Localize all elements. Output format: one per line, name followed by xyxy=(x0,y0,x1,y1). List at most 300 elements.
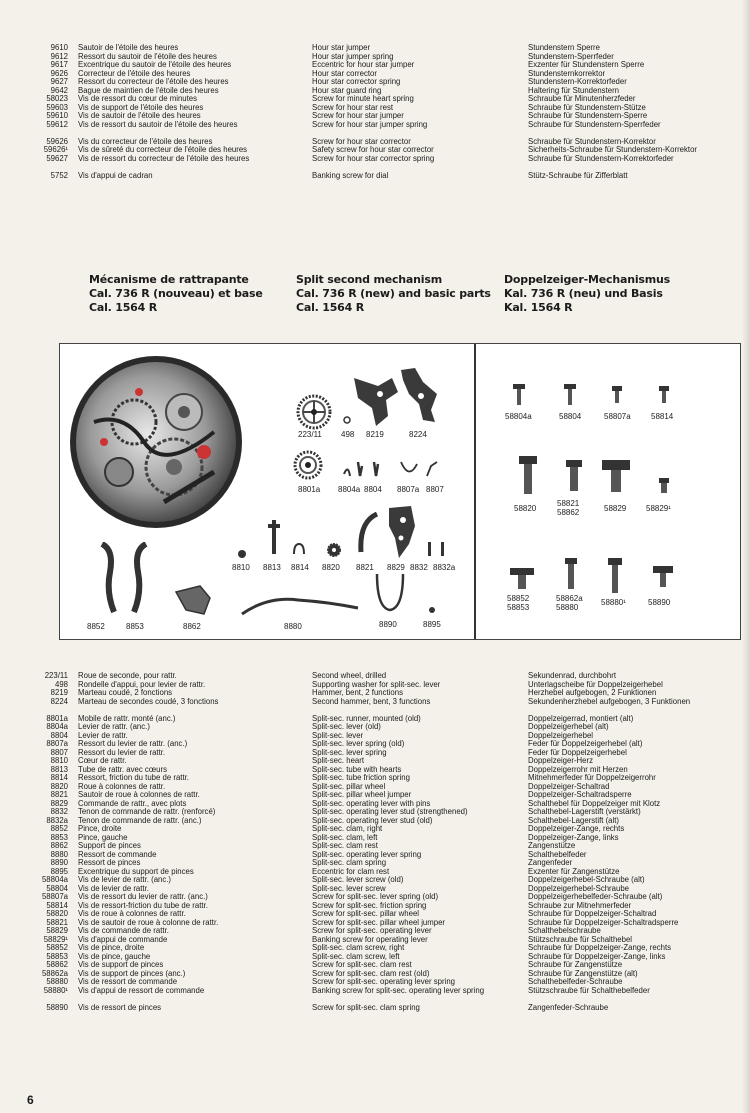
part-name-german: Sekundenrad, durchbohrt xyxy=(528,671,616,680)
label-58880-1: 58880¹ xyxy=(601,598,626,607)
bottom-french-column xyxy=(28,672,298,1012)
part-name-german: Stundenstern-Korrektorfeder xyxy=(528,77,627,86)
table-row xyxy=(28,749,298,758)
part-name-german: Schraube für Zangenstütze (alt) xyxy=(528,968,638,978)
table-row xyxy=(28,987,298,996)
label-8829: 8829 xyxy=(387,563,405,572)
part-name-french: Sautoir de roue à colonnes de rattr. xyxy=(78,790,200,799)
part-name-french: Vis de levier de rattr. xyxy=(78,883,149,893)
part-name-german: Schraube für Minutenherzfeder xyxy=(528,94,636,103)
part-name-english: Hour star corrector spring xyxy=(312,77,401,86)
part-code: 8880 xyxy=(50,849,68,859)
part-name-french: Vis de ressort-friction du tube de rattr. xyxy=(78,900,208,910)
table-row xyxy=(28,155,298,164)
part-name-french: Vis de sûreté du correcteur de l'étoile des heures xyxy=(78,145,248,154)
part-code: 8852 xyxy=(50,824,68,833)
part-name-german: Doppelzeiger-Zange, rechts xyxy=(528,824,625,833)
part-code: 59603 xyxy=(46,102,68,112)
part-name-german: Feder für Doppelzeigerhebel xyxy=(528,747,627,757)
part-name-english: Screw for split-sec. clam spring xyxy=(312,1002,420,1012)
lever-studs-8832 xyxy=(426,542,448,556)
part-code: 8810 xyxy=(50,756,68,765)
part-name-english: Eccentric for clam rest xyxy=(312,866,390,876)
label-58829: 58829 xyxy=(604,504,627,513)
part-name-french: Vis de ressort du levier de rattr. (anc.) xyxy=(78,892,208,901)
part-name-german: Doppelzeigerrohr mit Herzen xyxy=(528,764,628,774)
part-name-french: Support de pinces xyxy=(78,841,141,850)
part-name-german: Doppelzeigerhebel-Schraube (alt) xyxy=(528,875,645,884)
part-name-german: Schraube für Doppelzeiger-Schaltradsperre xyxy=(528,917,679,927)
label-8821: 8821 xyxy=(356,563,374,572)
part-name-french: Correcteur de l'étoile des heures xyxy=(78,68,191,78)
part-code: 58890 xyxy=(46,1002,68,1012)
part-code: 9612 xyxy=(50,51,68,61)
heading-german-line-2: Kal. 736 R (neu) und Basis xyxy=(504,287,663,300)
heart-8810 xyxy=(237,549,247,559)
part-name-german: Unterlagscheibe für Doppelzeigerhebel xyxy=(528,679,663,689)
part-code: 8804 xyxy=(50,730,68,740)
part-name-german: Zangenfeder-Schraube xyxy=(528,1002,609,1012)
part-code: 8801a xyxy=(46,713,68,723)
screw-58829 xyxy=(602,460,630,494)
part-name-german: Stundensternkorrektor xyxy=(528,68,606,78)
part-name-french: Vis de sautoir de l'étoile des heures xyxy=(78,111,201,120)
part-name-german: Schraube für Doppelzeiger-Schaltrad xyxy=(528,909,657,918)
part-name-french: Ressort du levier de rattr. (anc.) xyxy=(78,739,188,748)
part-name-french: Rondelle d'appui, pour levier de rattr. xyxy=(78,679,206,689)
part-name-german: Schraube für Stundenstern-Korrektor xyxy=(528,136,656,146)
part-name-german: Zangenfeder xyxy=(528,858,573,867)
label-58890: 58890 xyxy=(648,598,671,607)
part-name-german: Doppelzeiger-Schaltrad xyxy=(528,781,610,791)
operating-lever-8829 xyxy=(385,504,419,560)
part-name-german: Exzenter für Zangenstütze xyxy=(528,866,620,876)
part-name-french: Vis de ressort du correcteur de l'étoile des heures xyxy=(78,153,250,163)
screw-58807a xyxy=(611,386,623,404)
part-name-english: Split-sec. clam, right xyxy=(312,824,383,833)
part-code: 58852 xyxy=(46,943,68,952)
screw-58820 xyxy=(518,456,538,496)
part-name-german: Herzhebel aufgebogen, 2 Funktionen xyxy=(528,688,657,697)
part-code: 8829 xyxy=(50,798,68,808)
screw-58852 xyxy=(510,568,534,590)
part-name-german: Haltering für Stundenstern xyxy=(528,85,620,95)
table-row xyxy=(28,936,298,945)
part-code: 8813 xyxy=(50,764,68,774)
label-8807a: 8807a xyxy=(397,485,420,494)
part-name-french: Vis de ressort du sautoir de l'étoile des heures xyxy=(78,119,238,129)
part-code: 8832 xyxy=(50,807,68,816)
part-name-german: Doppelzeiger-Schaltradsperre xyxy=(528,790,632,799)
heading-english-line-2: Cal. 736 R (new) and basic parts xyxy=(296,287,491,300)
part-name-english: Split-sec. lever (old) xyxy=(312,722,381,731)
label-498: 498 xyxy=(341,430,355,439)
heading-german xyxy=(504,273,670,315)
label-8890: 8890 xyxy=(379,620,397,629)
heading-french-line-1: Mécanisme de rattrapante xyxy=(89,273,249,286)
screw-58804a xyxy=(512,384,526,406)
part-name-french: Vis de support de pinces xyxy=(78,960,164,969)
part-code: 58880¹ xyxy=(43,985,68,995)
table-row xyxy=(28,698,298,707)
part-code: 58829 xyxy=(46,926,68,935)
part-name-english: Split-sec. runner, mounted (old) xyxy=(312,713,421,723)
part-name-french: Levier de rattr. (anc.) xyxy=(78,722,150,731)
part-name-french: Vis de pince, droite xyxy=(78,943,145,952)
part-name-french: Vis de levier de rattr. (anc.) xyxy=(78,875,172,884)
part-name-french: Excentrique du support de pinces xyxy=(78,866,194,876)
part-name-german: Zangenstütze xyxy=(528,841,576,850)
part-name-german: Schraube zur Mitnehmerfeder xyxy=(528,900,632,910)
part-name-english: Split-sec. clam spring xyxy=(312,858,387,867)
part-name-french: Tube de rattr. avec cœurs xyxy=(78,764,167,774)
part-name-english: Split-sec. lever spring (old) xyxy=(312,739,405,748)
part-name-german: Schraube für Stundenstern-Sperre xyxy=(528,111,648,120)
part-name-french: Tenon de commande de rattr. (anc.) xyxy=(78,815,202,825)
part-name-french: Commande de rattr., avec plots xyxy=(78,798,187,808)
label-8804a: 8804a xyxy=(338,485,361,494)
part-code: 8807a xyxy=(46,739,68,748)
screw-58862a xyxy=(564,558,578,590)
part-code: 58814 xyxy=(46,900,68,910)
part-name-english: Split-sec. pillar wheel xyxy=(312,781,386,791)
label-58804a: 58804a xyxy=(505,412,532,421)
part-name-german: Stützschraube für Schalthebel xyxy=(528,934,633,944)
part-code: 223/11 xyxy=(44,671,68,680)
part-name-english: Banking screw for split-sec. operating lever spring xyxy=(312,985,485,995)
part-name-english: Split-sec. operating lever with pins xyxy=(312,798,431,808)
part-name-english: Split-sec. tube friction spring xyxy=(312,773,410,782)
part-code: 58804a xyxy=(41,875,68,884)
clam-rest-8862 xyxy=(174,584,214,618)
part-name-english: Screw for hour star corrector xyxy=(312,136,411,146)
part-code: 59612 xyxy=(46,119,68,129)
part-name-french: Marteau coudé, 2 fonctions xyxy=(78,688,173,697)
table-row xyxy=(28,715,298,724)
part-name-french: Roue à colonnes de rattr. xyxy=(78,781,166,791)
part-name-german: Doppelzeigerhebel xyxy=(528,730,594,740)
label-58820: 58820 xyxy=(514,504,537,513)
part-code: 58807a xyxy=(41,892,68,901)
part-name-french: Vis de pince, gauche xyxy=(78,951,151,961)
part-name-french: Excentrique du sautoir de l'étoile des heures xyxy=(78,60,232,69)
label-8880: 8880 xyxy=(284,622,302,631)
part-name-french: Ressort du correcteur de l'étoile des heures xyxy=(78,77,229,86)
label-58880: 58880 xyxy=(556,603,579,612)
parts-photo-panel xyxy=(59,343,741,640)
part-code: 8224 xyxy=(50,696,68,706)
part-name-german: Schalthebelfeder xyxy=(528,849,587,859)
part-name-english: Screw for split-sec. lever spring (old) xyxy=(312,892,439,901)
label-8813: 8813 xyxy=(263,563,281,572)
part-code: 8862 xyxy=(50,841,68,850)
part-name-english: Safety screw for hour star corrector xyxy=(312,145,434,154)
part-name-french: Vis de ressort de commande xyxy=(78,977,178,986)
part-name-english: Screw for hour star corrector spring xyxy=(312,153,435,163)
part-code: 8821 xyxy=(50,790,68,799)
heading-french xyxy=(89,273,263,315)
table-row xyxy=(28,1004,298,1013)
part-name-english: Split-sec. operating lever stud (strengthened) xyxy=(312,807,468,816)
part-name-german: Stundenstern-Sperrfeder xyxy=(528,51,614,61)
part-name-english: Split-sec. lever screw xyxy=(312,883,386,893)
part-name-english: Hammer, bent, 2 functions xyxy=(312,688,404,697)
part-name-german: Schraube für Doppelzeiger-Zange, links xyxy=(528,951,666,961)
part-code: 58880 xyxy=(46,977,68,986)
clam-left-8853 xyxy=(128,542,152,616)
part-name-german: Feder für Doppelzeigerhebel (alt) xyxy=(528,739,643,748)
part-code: 58862a xyxy=(41,968,68,978)
part-name-english: Split-sec. clam screw, right xyxy=(312,943,405,952)
part-code: 9617 xyxy=(50,60,68,69)
heading-english-line-1: Split second mechanism xyxy=(296,273,442,286)
part-name-german: Doppelzeigerrad, montiert (alt) xyxy=(528,713,634,723)
label-58804: 58804 xyxy=(559,412,582,421)
eccentric-8895 xyxy=(428,606,436,614)
part-code: 58862 xyxy=(46,960,68,969)
table-row xyxy=(28,172,298,181)
table-row xyxy=(28,817,298,826)
part-name-english: Hour star corrector xyxy=(312,68,377,78)
friction-spring-8814 xyxy=(292,542,306,556)
part-name-french: Bague de maintien de l'étoile des heures xyxy=(78,85,219,95)
part-name-english: Split-sec. pillar wheel jumper xyxy=(312,790,412,799)
part-name-english: Split-sec. clam, left xyxy=(312,832,378,842)
part-name-german: Doppelzeigerhebel-Schraube xyxy=(528,883,629,893)
part-name-english: Hour star jumper xyxy=(312,43,371,52)
part-name-english: Hour star guard ring xyxy=(312,85,382,95)
part-code: 59626 xyxy=(46,136,68,146)
part-name-german: Mitnehmerfeder für Doppelzeigerrohr xyxy=(528,773,656,782)
label-223-11: 223/11 xyxy=(298,430,322,439)
part-name-english: Split-sec. clam screw, left xyxy=(312,951,400,961)
part-name-english: Screw for split-sec. clam rest xyxy=(312,960,412,969)
part-name-german: Stundenstern Sperre xyxy=(528,43,600,52)
part-name-english: Split-sec. heart xyxy=(312,756,365,765)
screw-58880 xyxy=(607,558,623,594)
part-code: 498 xyxy=(54,679,68,689)
part-code: 8807 xyxy=(50,747,68,757)
lever-springs-8807 xyxy=(397,456,441,480)
operating-lever-spring-8880 xyxy=(238,594,362,620)
part-name-english: Screw for split-sec. operating lever spring xyxy=(312,977,456,986)
screw-58821 xyxy=(565,460,583,492)
label-8895: 8895 xyxy=(423,620,441,629)
part-code: 58820 xyxy=(46,909,68,918)
part-name-french: Ressort de commande xyxy=(78,849,157,859)
movement-photo xyxy=(64,352,252,532)
bottom-english-column xyxy=(312,672,522,1012)
part-code: 8895 xyxy=(50,866,68,876)
part-name-german: Doppelzeiger-Herz xyxy=(528,756,594,765)
part-name-english: Screw for hour star jumper spring xyxy=(312,119,428,129)
part-name-english: Split-sec. operating lever stud (old) xyxy=(312,815,433,825)
part-name-english: Banking screw for dial xyxy=(312,170,389,180)
part-name-french: Tenon de commande de rattr. (renforcé) xyxy=(78,807,216,816)
label-8853: 8853 xyxy=(126,622,144,631)
part-name-french: Ressort du levier de rattr. xyxy=(78,747,166,757)
part-name-english: Screw for split-sec. pillar wheel jumper xyxy=(312,917,446,927)
part-name-french: Ressort, friction du tube de rattr. xyxy=(78,773,189,782)
part-name-german: Sekundenherzhebel aufgebogen, 3 Funktionen xyxy=(528,696,691,706)
second-hammer-8224 xyxy=(393,364,443,426)
part-code: 9626 xyxy=(50,68,68,78)
part-code: 8814 xyxy=(50,773,68,782)
part-name-german: Stütz-Schraube für Zifferblatt xyxy=(528,170,628,180)
screw-58804 xyxy=(563,384,577,406)
part-name-english: Screw for split-sec. friction spring xyxy=(312,900,427,910)
part-code: 9642 xyxy=(50,85,68,95)
part-code: 58023 xyxy=(46,94,68,103)
label-58852: 58852 xyxy=(507,594,530,603)
table-row xyxy=(28,842,298,851)
part-code: 59627 xyxy=(46,153,68,163)
part-name-german: Schalthebel-Lagerstift (verstärkt) xyxy=(528,807,641,816)
part-name-english: Split-sec. operating lever spring xyxy=(312,849,422,859)
heading-french-line-3: Cal. 1564 R xyxy=(89,301,157,314)
label-58829-1: 58829¹ xyxy=(646,504,671,513)
label-8807: 8807 xyxy=(426,485,444,494)
label-8832a: 8832a xyxy=(433,563,456,572)
screw-58814 xyxy=(658,386,670,404)
label-8814: 8814 xyxy=(291,563,309,572)
part-name-english: Screw for split-sec. pillar wheel xyxy=(312,909,420,918)
clam-right-8852 xyxy=(96,542,120,616)
label-8820: 8820 xyxy=(322,563,340,572)
tube-8813 xyxy=(267,520,281,554)
part-name-english: Split-sec. lever xyxy=(312,730,364,740)
label-8801a: 8801a xyxy=(298,485,321,494)
part-name-french: Vis de commande de rattr. xyxy=(78,926,169,935)
part-code: 58804 xyxy=(46,883,68,893)
heading-english xyxy=(296,273,491,315)
part-name-english: Screw for minute heart spring xyxy=(312,94,414,103)
part-name-german: Schraube für Stundenstern-Stütze xyxy=(528,102,646,112)
part-name-french: Mobile de rattr. monté (anc.) xyxy=(78,713,176,723)
label-8219: 8219 xyxy=(366,430,384,439)
part-name-english: Banking screw for operating lever xyxy=(312,934,428,944)
table-row xyxy=(28,121,298,130)
part-name-french: Vis d'appui de cadran xyxy=(78,170,153,180)
part-name-french: Vis du correcteur de l'étoile des heures xyxy=(78,136,213,146)
heading-german-line-3: Kal. 1564 R xyxy=(504,301,573,314)
part-name-french: Pince, gauche xyxy=(78,832,128,842)
part-code: 58853 xyxy=(46,951,68,961)
part-name-german: Schalthebel-Lagerstift (alt) xyxy=(528,815,620,825)
part-name-english: Screw for split-sec. operating lever xyxy=(312,926,432,935)
part-code: 5752 xyxy=(50,170,68,180)
part-code: 58829¹ xyxy=(43,934,68,944)
top-german-column xyxy=(528,44,728,180)
pillar-wheel-8820 xyxy=(326,542,342,558)
part-name-french: Vis de support de l'étoile des heures xyxy=(78,102,204,112)
part-name-german: Sicherheits-Schraube für Stundenstern-Korrektor xyxy=(528,145,698,154)
part-name-french: Vis de ressort du cœur de minutes xyxy=(78,94,198,103)
top-french-column xyxy=(28,44,298,180)
part-code: 58821 xyxy=(46,917,68,927)
screw-58890 xyxy=(653,566,673,588)
page-number: 6 xyxy=(27,1093,34,1107)
part-name-french: Vis d'appui de commande xyxy=(78,934,168,944)
label-58862: 58862 xyxy=(557,508,580,517)
part-name-german: Doppelzeiger-Zange, links xyxy=(528,832,619,842)
part-code: 8820 xyxy=(50,781,68,791)
part-name-german: Schraube für Stundenstern-Korrektorfeder xyxy=(528,153,674,163)
label-58814: 58814 xyxy=(651,412,674,421)
bottom-german-column xyxy=(528,672,728,1012)
part-name-english: Split-sec. tube with hearts xyxy=(312,764,402,774)
part-name-english: Screw for split-sec. clam rest (old) xyxy=(312,968,430,978)
label-58807a: 58807a xyxy=(604,412,631,421)
part-name-english: Screw for hour star jumper xyxy=(312,111,404,120)
part-name-french: Pince, droite xyxy=(78,824,122,833)
heading-german-line-1: Doppelzeiger-Mechanismus xyxy=(504,273,670,286)
label-58862a: 58862a xyxy=(556,594,583,603)
split-sec-levers-8804 xyxy=(342,460,384,478)
part-code: 9627 xyxy=(50,77,68,86)
part-name-french: Levier de rattr. xyxy=(78,730,128,740)
part-name-english: Split-sec. lever screw (old) xyxy=(312,875,404,884)
part-name-english: Supporting washer for split-sec. lever xyxy=(312,679,441,689)
part-name-english: Split-sec. clam rest xyxy=(312,841,378,850)
label-8862: 8862 xyxy=(183,622,201,631)
part-name-german: Schalthebelfeder-Schraube xyxy=(528,977,623,986)
part-name-english: Hour star jumper spring xyxy=(312,51,394,61)
part-name-german: Exzenter für Stundenstern Sperre xyxy=(528,60,645,69)
part-name-english: Split-sec. lever spring xyxy=(312,747,387,757)
part-name-english: Screw for hour star rest xyxy=(312,102,394,112)
part-code: 8804a xyxy=(46,722,68,731)
part-name-french: Cœur de rattr. xyxy=(78,756,127,765)
table-row xyxy=(28,944,298,953)
label-8832: 8832 xyxy=(410,563,428,572)
part-name-french: Sautoir de l'étoile des heures xyxy=(78,43,179,52)
part-name-french: Vis de roue à colonnes de rattr. xyxy=(78,909,186,918)
part-code: 9610 xyxy=(50,43,68,52)
part-code: 8890 xyxy=(50,858,68,867)
part-code: 8219 xyxy=(50,688,68,697)
clam-spring-8890 xyxy=(373,572,407,616)
label-58821: 58821 xyxy=(557,499,580,508)
part-name-french: Ressort de pinces xyxy=(78,858,141,867)
table-row xyxy=(28,825,298,834)
part-name-french: Ressort du sautoir de l'étoile des heures xyxy=(78,51,217,61)
photo-divider xyxy=(474,344,476,639)
second-wheel-223-11 xyxy=(296,394,332,430)
part-name-german: Schalthebelschraube xyxy=(528,926,601,935)
part-name-german: Schraube für Doppelzeiger-Zange, rechts xyxy=(528,943,672,952)
part-name-french: Marteau de secondes coudé, 3 fonctions xyxy=(78,696,219,706)
part-name-english: Eccentric for hour star jumper xyxy=(312,60,415,69)
label-8852: 8852 xyxy=(87,622,105,631)
part-name-french: Vis de support de pinces (anc.) xyxy=(78,968,186,978)
part-code: 8853 xyxy=(50,832,68,842)
part-code: 8832a xyxy=(46,815,68,825)
split-sec-runner-8801a xyxy=(293,450,323,480)
table-row xyxy=(28,834,298,843)
label-8810: 8810 xyxy=(232,563,250,572)
table-row xyxy=(28,851,298,860)
part-code: 59610 xyxy=(46,111,68,120)
table-row xyxy=(28,876,298,885)
jumper-8821 xyxy=(355,512,381,556)
part-name-german: Stützschraube für Schalthebelfeder xyxy=(528,985,650,995)
part-name-english: Second wheel, drilled xyxy=(312,671,387,680)
part-name-german: Schalthebel für Doppelzeiger mit Klotz xyxy=(528,798,661,808)
label-8224: 8224 xyxy=(409,430,427,439)
table-row xyxy=(28,953,298,962)
part-name-german: Doppelzeigerhebel (alt) xyxy=(528,722,609,731)
